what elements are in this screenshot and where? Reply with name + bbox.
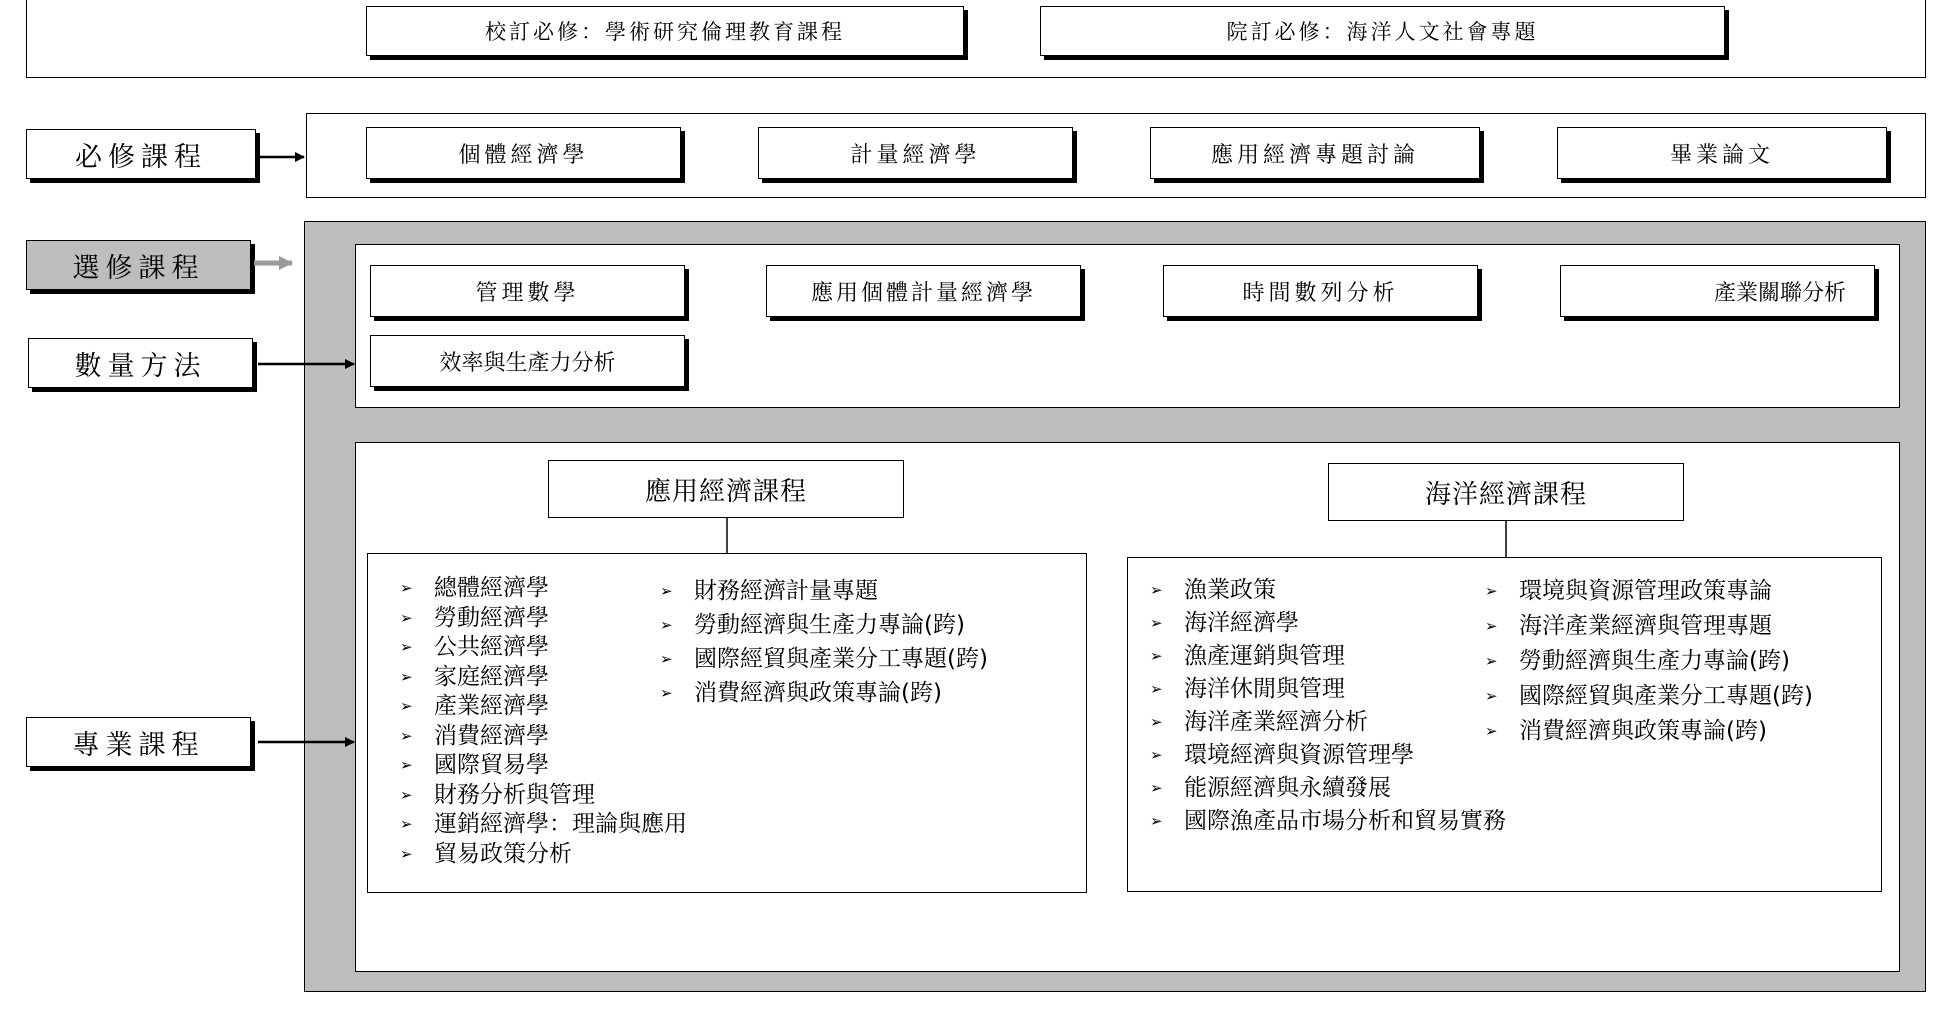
required-course-3: 畢業論文 bbox=[1557, 127, 1887, 179]
list-item: ➢ 勞動經濟學 bbox=[400, 604, 687, 634]
list-item: ➢ 海洋休閒與管理 bbox=[1150, 673, 1506, 706]
list-item: ➢ 國際貿易學 bbox=[400, 751, 687, 781]
elective-label: 選修課程 bbox=[72, 252, 205, 284]
list-item: ➢ 消費經濟學 bbox=[400, 722, 687, 752]
college-required-label: 院訂必修：海洋人文社會專題 bbox=[1226, 20, 1539, 44]
arrow-bullet-icon: ➢ bbox=[1150, 614, 1163, 632]
list-item: ➢ 國際漁產品市場分析和貿易實務 bbox=[1150, 805, 1506, 838]
required-course-2: 應用經濟專題討論 bbox=[1150, 127, 1480, 179]
quant-course-2: 時間數列分析 bbox=[1163, 265, 1478, 317]
list-item: ➢ 運銷經濟學：理論與應用 bbox=[400, 810, 687, 840]
list-item: ➢ 勞動經濟與生產力專論(跨) bbox=[660, 608, 988, 642]
arrow-bullet-icon: ➢ bbox=[660, 616, 673, 634]
arrow-bullet-icon: ➢ bbox=[1150, 812, 1163, 830]
arrow-bullet-icon: ➢ bbox=[1150, 746, 1163, 764]
list-item: ➢ 財務經濟計量專題 bbox=[660, 574, 988, 608]
arrow-bullet-icon: ➢ bbox=[400, 844, 413, 863]
arrow-bullet-icon: ➢ bbox=[660, 582, 673, 600]
arrow-bullet-icon: ➢ bbox=[400, 638, 413, 656]
arrow-bullet-icon: ➢ bbox=[1485, 687, 1498, 705]
applied-title-box: 應用經濟課程 bbox=[548, 460, 904, 518]
list-item: ➢ 海洋產業經濟與管理專題 bbox=[1485, 609, 1813, 644]
arrow-bullet-icon: ➢ bbox=[660, 650, 673, 668]
arrow-bullet-icon: ➢ bbox=[1150, 680, 1163, 698]
arrow-bullet-icon: ➢ bbox=[1150, 647, 1163, 665]
list-item: ➢ 環境與資源管理政策專論 bbox=[1485, 574, 1813, 609]
arrow-bullet-icon: ➢ bbox=[1485, 652, 1498, 670]
list-item: ➢ 貿易政策分析 bbox=[400, 840, 687, 870]
arrow-bullet-icon: ➢ bbox=[400, 608, 413, 627]
list-item: ➢ 漁業政策 bbox=[1150, 574, 1506, 607]
list-item: ➢ 海洋產業經濟分析 bbox=[1150, 706, 1506, 739]
arrow-bullet-icon: ➢ bbox=[660, 684, 673, 702]
quant-course-0: 管理數學 bbox=[370, 265, 685, 317]
list-item: ➢ 漁產運銷與管理 bbox=[1150, 640, 1506, 673]
arrow-bullet-icon: ➢ bbox=[1485, 582, 1498, 600]
arrow-bullet-icon: ➢ bbox=[400, 756, 413, 774]
quant-course-4: 效率與生產力分析 bbox=[370, 335, 685, 387]
arrow-bullet-icon: ➢ bbox=[1150, 779, 1163, 797]
arrow-bullet-icon: ➢ bbox=[400, 667, 413, 686]
list-item: ➢ 能源經濟與永續發展 bbox=[1150, 772, 1506, 805]
list-item: ➢ 國際經貿與產業分工專題(跨) bbox=[660, 642, 988, 676]
required-course-0: 個體經濟學 bbox=[366, 127, 681, 179]
list-item: ➢ 總體經濟學 bbox=[400, 574, 687, 604]
quant-course-1: 應用個體計量經濟學 bbox=[766, 265, 1081, 317]
arrow-bullet-icon: ➢ bbox=[400, 785, 413, 804]
quant-label: 數量方法 bbox=[74, 350, 207, 382]
arrow-bullet-icon: ➢ bbox=[400, 815, 413, 833]
arrow-bullet-icon: ➢ bbox=[400, 579, 413, 597]
arrow-bullet-icon: ➢ bbox=[400, 726, 413, 745]
quant-course-3: 產業關聯分析 bbox=[1560, 265, 1875, 317]
required-label: 必修課程 bbox=[75, 141, 207, 173]
list-item: ➢ 環境經濟與資源管理學 bbox=[1150, 739, 1506, 772]
list-item: ➢ 消費經濟與政策專論(跨) bbox=[660, 676, 988, 710]
school-required-label: 校訂必修：學術研究倫理教育課程 bbox=[485, 20, 845, 44]
list-item: ➢ 財務分析與管理 bbox=[400, 781, 687, 811]
professional-label: 專業課程 bbox=[72, 729, 205, 761]
list-item: ➢ 消費經濟與政策專論(跨) bbox=[1485, 714, 1813, 749]
list-item: ➢ 公共經濟學 bbox=[400, 633, 687, 663]
arrow-bullet-icon: ➢ bbox=[1485, 722, 1498, 740]
marine-title-box: 海洋經濟課程 bbox=[1328, 463, 1684, 521]
list-item: ➢ 國際經貿與產業分工專題(跨) bbox=[1485, 679, 1813, 714]
list-item: ➢ 海洋經濟學 bbox=[1150, 607, 1506, 640]
required-course-1: 計量經濟學 bbox=[758, 127, 1073, 179]
list-item: ➢ 家庭經濟學 bbox=[400, 663, 687, 693]
arrow-bullet-icon: ➢ bbox=[1150, 581, 1163, 599]
arrow-bullet-icon: ➢ bbox=[1485, 617, 1498, 635]
list-item: ➢ 產業經濟學 bbox=[400, 692, 687, 722]
list-item: ➢ 勞動經濟與生產力專論(跨) bbox=[1485, 644, 1813, 679]
arrow-bullet-icon: ➢ bbox=[400, 697, 413, 715]
arrow-bullet-icon: ➢ bbox=[1150, 713, 1163, 731]
